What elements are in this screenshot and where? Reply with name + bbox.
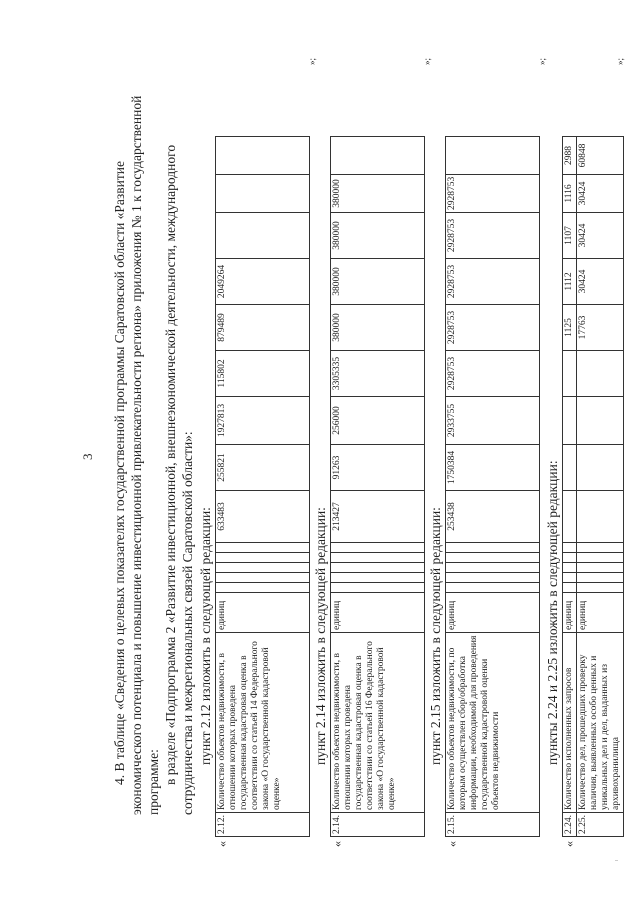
value-cell	[563, 445, 577, 491]
value-cell: 30424	[577, 175, 624, 213]
value-cell	[216, 563, 310, 573]
value-cell	[563, 397, 577, 445]
value-cell	[563, 583, 577, 593]
value-cell: 253438	[446, 491, 540, 543]
indicator-table	[330, 125, 425, 838]
value-cell	[331, 573, 425, 583]
indicator-name-cell: Количество объектов недвижимости, в отношении которых проведена государственная кадастровая оценка в соответствии со статьей 14 Федерального закона «О государственной кадастровой оценке»	[216, 633, 310, 813]
indicator-table	[215, 125, 310, 838]
value-cell: 2928753	[446, 351, 540, 397]
intro-line-2: экономического потенциала и повышение инвестиционной привлекательности региона» приложения № 1 к государственной	[129, 95, 144, 815]
value-cell: 380000	[331, 175, 425, 213]
open-quote: «	[330, 841, 344, 847]
value-cell	[577, 563, 624, 573]
value-cell	[216, 573, 310, 583]
row-number-cell: 2.24.	[563, 813, 577, 837]
unit-cell: единиц	[577, 593, 624, 633]
value-cell	[577, 573, 624, 583]
value-cell	[331, 543, 425, 553]
value-cell: 1112	[563, 259, 577, 305]
open-quote: «	[215, 841, 229, 847]
value-cell: 256000	[331, 397, 425, 445]
value-cell	[577, 491, 624, 543]
page-number: 3	[80, 453, 95, 460]
open-quote: «	[562, 841, 576, 847]
value-cell	[331, 583, 425, 593]
value-cell: 1927813	[216, 397, 310, 445]
value-cell	[563, 351, 577, 397]
value-cell	[446, 563, 540, 573]
value-cell	[216, 553, 310, 563]
indicator-table	[562, 124, 624, 837]
value-cell	[563, 543, 577, 553]
row-number-cell: 2.12.	[216, 813, 310, 837]
unit-cell: единиц	[216, 593, 310, 633]
value-cell	[446, 573, 540, 583]
value-cell	[331, 563, 425, 573]
value-cell: 115802	[216, 351, 310, 397]
table-row	[446, 124, 540, 836]
value-cell	[216, 583, 310, 593]
section-heading: пункты 2.24 и 2.25 изложить в следующей редакции:	[545, 460, 560, 765]
value-cell	[446, 543, 540, 553]
value-cell	[216, 137, 310, 175]
value-cell	[216, 543, 310, 553]
value-cell: 380000	[331, 213, 425, 259]
scan-artifact	[615, 860, 618, 861]
intro-line-4: в разделе «Подпрограмма 2 «Развитие инвестиционной, внешнеэкономической деятельности, международного	[163, 144, 178, 785]
value-cell: 1116	[563, 175, 577, 213]
value-cell: 3305335	[331, 351, 425, 397]
value-cell: 17763	[577, 305, 624, 351]
value-cell: 879489	[216, 305, 310, 351]
value-cell	[331, 137, 425, 175]
indicator-table	[445, 124, 540, 837]
unit-cell: единиц	[446, 593, 540, 633]
row-number-cell: 2.25.	[577, 813, 624, 837]
value-cell	[216, 175, 310, 213]
open-quote: «	[445, 841, 459, 847]
value-cell: 2933755	[446, 397, 540, 445]
close-quote: »;	[422, 57, 432, 65]
value-cell	[563, 573, 577, 583]
close-quote: »;	[537, 57, 547, 65]
value-cell	[216, 213, 310, 259]
value-cell	[577, 445, 624, 491]
row-number-cell: 2.15.	[446, 813, 540, 837]
table-row	[331, 125, 425, 837]
section-heading: пункт 2.15 изложить в следующей редакции:	[428, 507, 443, 765]
value-cell: 2988	[563, 137, 577, 175]
value-cell	[446, 136, 540, 174]
intro-line-3: программе:	[146, 749, 161, 815]
value-cell	[563, 563, 577, 573]
value-cell: 1107	[563, 213, 577, 259]
value-cell: 30424	[577, 259, 624, 305]
value-cell: 2928753	[446, 259, 540, 305]
indicator-name-cell: Количество объектов недвижимости, по которым осуществлен сбор/обработка информации, необходимой для проведения государственной кадастровой оценки объектов недвижимости	[446, 633, 540, 813]
value-cell: 380000	[331, 259, 425, 305]
row-number-cell: 2.14.	[331, 813, 425, 837]
value-cell: 30424	[577, 213, 624, 259]
value-cell: 633483	[216, 491, 310, 543]
indicator-name-cell: Количество исполненных запросов	[563, 633, 577, 813]
value-cell: 2928753	[446, 305, 540, 351]
value-cell: 255821	[216, 445, 310, 491]
value-cell	[563, 491, 577, 543]
table-row	[577, 125, 624, 837]
table-row	[563, 125, 577, 837]
section-heading: пункт 2.14 изложить в следующей редакции:	[313, 507, 328, 765]
unit-cell: единиц	[331, 593, 425, 633]
value-cell	[577, 553, 624, 563]
value-cell	[331, 553, 425, 563]
value-cell: 213427	[331, 491, 425, 543]
value-cell	[577, 583, 624, 593]
close-quote: »;	[307, 57, 317, 65]
value-cell	[446, 583, 540, 593]
value-cell	[577, 543, 624, 553]
value-cell: 2928753	[446, 213, 540, 259]
value-cell	[577, 397, 624, 445]
value-cell: 60848	[577, 137, 624, 175]
value-cell	[563, 553, 577, 563]
value-cell: 2928753	[446, 174, 540, 212]
value-cell: 1125	[563, 305, 577, 351]
value-cell	[577, 351, 624, 397]
close-quote: »;	[615, 57, 625, 65]
intro-line-5: сотрудничества и межрегиональных связей Саратовской области»:	[180, 431, 195, 815]
value-cell: 1750384	[446, 445, 540, 491]
value-cell: 380000	[331, 305, 425, 351]
value-cell: 2049264	[216, 259, 310, 305]
unit-cell: единиц	[563, 593, 577, 633]
indicator-name-cell: Количество дел, прошедших проверку наличия, выявленных особо ценных и уникальных дел и дел, выданных из архивохранилища	[577, 633, 624, 813]
section-heading: пункт 2.12 изложить в следующей редакции:	[198, 507, 213, 765]
value-cell	[446, 553, 540, 563]
intro-line-1: 4. В таблице «Сведения о целевых показателях государственной программы Саратовской области «Развитие	[112, 161, 127, 785]
table-row	[216, 125, 310, 837]
indicator-name-cell: Количество объектов недвижимости, в отношении которых проведена государственная кадастровая оценка в соответствии со статьей 16 Федерального закона «О государственной кадастровой оценке»	[331, 633, 425, 813]
value-cell: 91263	[331, 445, 425, 491]
